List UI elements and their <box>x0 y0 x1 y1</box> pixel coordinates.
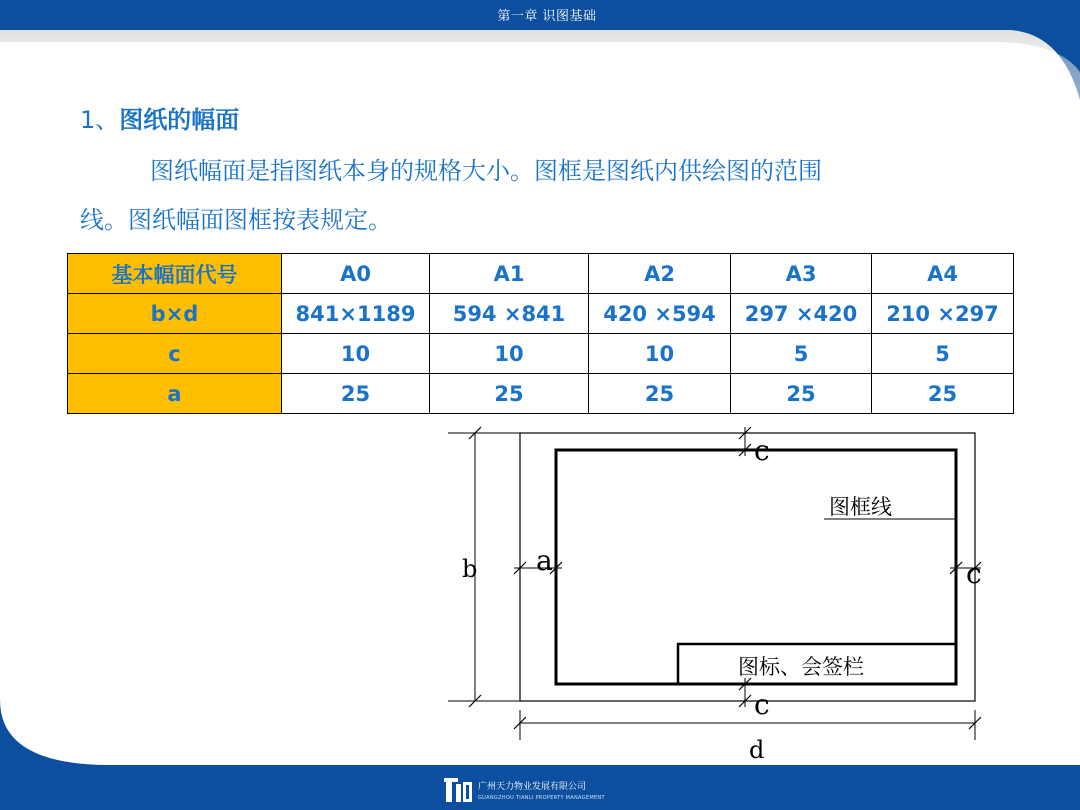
paper-size-table <box>67 253 1014 414</box>
table-cell: 25 <box>282 374 430 414</box>
table-cell: 594 ×841 <box>430 294 589 334</box>
table-cell: 25 <box>731 374 872 414</box>
table-cell: 10 <box>282 334 430 374</box>
paragraph-line-2: 线。图纸幅面图框按表规定。 <box>80 206 392 234</box>
label-c-bottom: c <box>754 688 770 721</box>
company-logo-icon <box>444 776 474 804</box>
table-cell: 5 <box>872 334 1014 374</box>
drawing-frame <box>556 450 956 684</box>
label-d: d <box>749 736 765 764</box>
frame-line-label: 图框线 <box>829 495 892 519</box>
table-cell: A1 <box>430 254 589 294</box>
header-title: 第一章 识图基础 <box>497 9 597 24</box>
table-cell: 210 ×297 <box>872 294 1014 334</box>
table-cell: A2 <box>589 254 731 294</box>
label-b: b <box>462 555 478 583</box>
table-cell: 25 <box>872 374 1014 414</box>
table-cell: c <box>68 334 282 374</box>
table-row <box>68 334 1014 374</box>
label-c-top: c <box>754 434 770 467</box>
table-cell: A4 <box>872 254 1014 294</box>
footer-company-name-en: GUANGZHOU TIANLI PROPERTY MANAGEMENT <box>478 795 605 801</box>
footer-company-name: 广州天力物业发展有限公司 <box>478 782 587 792</box>
table-cell: A3 <box>731 254 872 294</box>
section-title: 图纸的幅面 <box>119 106 240 134</box>
table-cell: 25 <box>430 374 589 414</box>
table-cell: 297 ×420 <box>731 294 872 334</box>
table-header-row <box>68 254 1014 294</box>
table-cell: b×d <box>68 294 282 334</box>
title-block-label: 图标、会签栏 <box>738 655 864 679</box>
table-row <box>68 294 1014 334</box>
table-cell: a <box>68 374 282 414</box>
table-cell: 420 ×594 <box>589 294 731 334</box>
table-cell: 25 <box>589 374 731 414</box>
table-cell: 基本幅面代号 <box>68 254 282 294</box>
table-cell: 841×1189 <box>282 294 430 334</box>
drawing-sheet-diagram <box>440 420 1000 770</box>
table-cell: 10 <box>430 334 589 374</box>
paragraph-line-1: 图纸幅面是指图纸本身的规格大小。图框是图纸内供绘图的范围 <box>150 157 822 185</box>
table-cell: A0 <box>282 254 430 294</box>
table-cell: 5 <box>731 334 872 374</box>
label-c-right: c <box>966 557 982 590</box>
table-cell: 10 <box>589 334 731 374</box>
label-a: a <box>536 544 553 577</box>
table-row <box>68 374 1014 414</box>
section-heading <box>80 100 239 135</box>
section-number: 1、 <box>80 106 120 134</box>
